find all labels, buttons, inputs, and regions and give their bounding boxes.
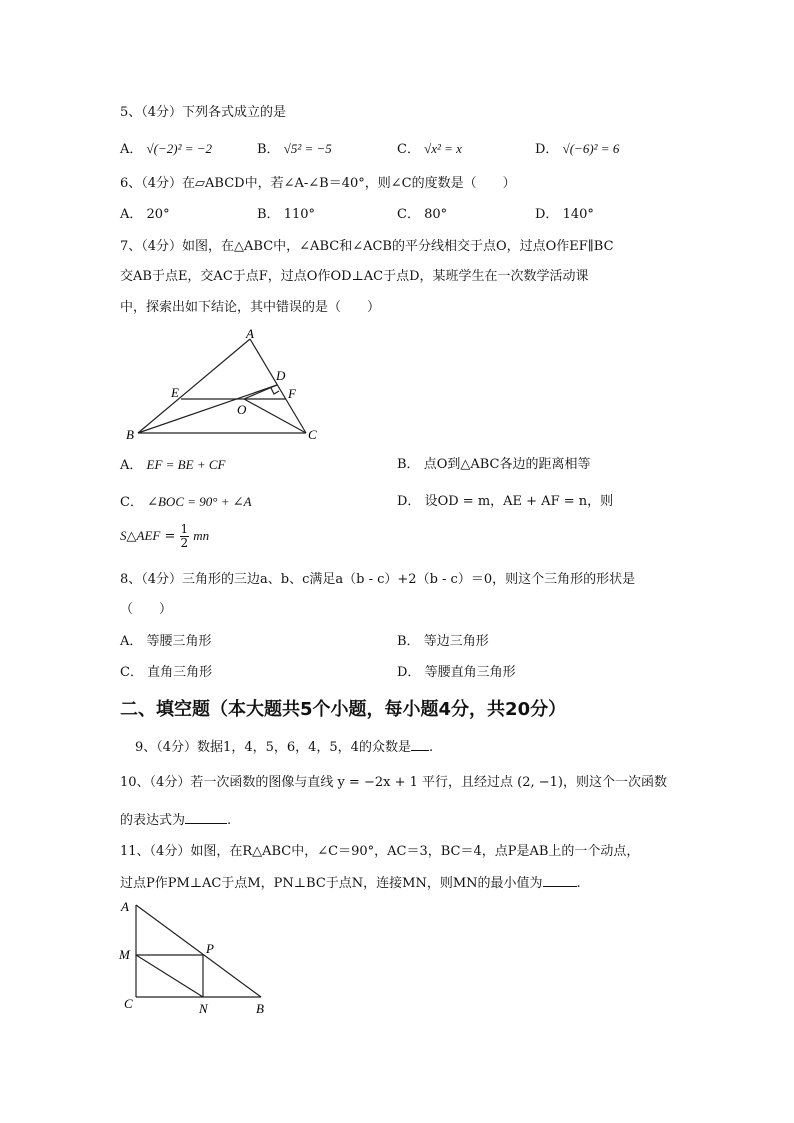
- q6-option-b: [257, 206, 315, 224]
- label-b: B: [256, 1001, 264, 1016]
- q10-text: 的表达式为: [120, 813, 186, 828]
- q7-option-c: [120, 493, 252, 512]
- option-letter: C．: [397, 142, 420, 157]
- label-c: C: [308, 427, 317, 442]
- option-letter: A．: [120, 634, 143, 649]
- formula-rhs: mn: [193, 528, 210, 543]
- option-text: 等边三角形: [423, 634, 489, 649]
- q6-option-a: [120, 206, 170, 224]
- option-letter: B．: [397, 634, 420, 649]
- option-letter: C．: [397, 207, 420, 222]
- option-text: 等腰直角三角形: [424, 665, 516, 680]
- option-expr: √x² = x: [424, 141, 462, 156]
- q8-option-d: [397, 664, 516, 682]
- q8-stem-line-1: 8、（4分）三角形的三边a、b、c满足a（b - c）+2（b - c）＝0，则这个三角形的形状是: [120, 572, 636, 587]
- option-expr: √5² = −5: [283, 141, 332, 156]
- q8-option-a: [120, 633, 212, 651]
- q7-stem-line-2: 交AB于点E，交AC于点F，过点O作OD⊥AC于点D，某班学生在一次数学活动课: [120, 269, 589, 284]
- answer-blank[interactable]: [411, 737, 429, 751]
- option-text: 直角三角形: [147, 665, 213, 680]
- option-letter: B．: [257, 207, 280, 222]
- q10-stem-line-1: 10、（4分）若一次函数的图像与直线 y = −2x + 1 平行，且经过点 (2, −1)，则这个一次函数: [120, 775, 667, 790]
- option-letter: C．: [120, 665, 143, 680]
- q10-end: .: [227, 813, 232, 828]
- q6-stem: 6、（4分）在▱ABCD中，若∠A-∠B＝40°，则∠C的度数是（ ）: [120, 176, 516, 191]
- label-c: C: [124, 996, 133, 1011]
- q9-stem: [135, 737, 433, 757]
- q11-stem-line-1: 11、（4分）如图，在R△ABC中，∠C＝90°，AC＝3，BC＝4，点P是AB上的一个动点，: [120, 844, 640, 859]
- q7-triangle-figure: [120, 325, 330, 450]
- answer-blank[interactable]: [543, 873, 577, 887]
- option-letter: A．: [120, 142, 143, 157]
- q8-stem-line-2: （ ）: [120, 602, 173, 617]
- option-letter: D．: [535, 142, 559, 157]
- q6-option-d: [535, 206, 594, 224]
- label-e: E: [171, 385, 179, 400]
- fraction-one-half: [180, 523, 190, 550]
- option-letter: A．: [120, 207, 143, 222]
- edge-ab: [138, 339, 250, 433]
- option-letter: D．: [397, 665, 421, 680]
- q11-stem-line-2: [120, 873, 581, 893]
- q7-option-d-formula: [120, 523, 209, 550]
- segment-od: [244, 385, 277, 399]
- label-a: A: [246, 326, 254, 341]
- option-letter: D．: [397, 494, 421, 509]
- q10-stem-line-2: [120, 810, 231, 830]
- option-text: 20°: [146, 207, 170, 222]
- label-b: B: [126, 427, 134, 442]
- edge-ac: [250, 339, 306, 433]
- q7-option-b: [397, 456, 591, 474]
- right-angle-mark: [271, 388, 279, 394]
- bisector-from-b: [138, 385, 277, 433]
- q7-option-d: [397, 493, 613, 511]
- label-o: O: [237, 402, 247, 417]
- q5-option-b: [257, 140, 332, 159]
- q11-right-triangle-figure: [115, 895, 275, 1020]
- option-text: 80°: [424, 207, 448, 222]
- option-letter: C．: [120, 495, 143, 510]
- option-letter: D．: [535, 207, 559, 222]
- label-p: P: [206, 941, 214, 956]
- q5-option-d: [535, 140, 619, 159]
- q11-text: 过点P作PM⊥AC于点M，PN⊥BC于点N，连接MN，则MN的最小值为: [120, 876, 543, 891]
- bisector-from-c: [244, 399, 306, 433]
- q11-end: .: [576, 876, 581, 891]
- option-text: 等腰三角形: [146, 634, 212, 649]
- option-text: 设OD = m，AE + AF = n，则: [424, 494, 614, 509]
- label-a: A: [121, 899, 129, 914]
- label-f: F: [288, 386, 296, 401]
- option-letter: B．: [397, 457, 420, 472]
- label-d: D: [276, 368, 286, 383]
- option-expr: √(−6)² = 6: [562, 141, 620, 156]
- q5-option-c: [397, 140, 462, 159]
- section-title: 二、填空题（本大题共5个小题，每小题4分，共20分）: [120, 699, 567, 720]
- area-symbol: S△AEF: [120, 528, 161, 543]
- option-letter: A．: [120, 458, 143, 473]
- q6-option-c: [397, 206, 447, 224]
- q5-option-a: [120, 140, 212, 159]
- q7-stem-line-1: 7、（4分）如图，在△ABC中，∠ABC和∠ACB的平分线相交于点O，过点O作EF∥BC: [120, 239, 614, 254]
- option-text: EF = BE + CF: [146, 457, 226, 472]
- q9-end: .: [428, 740, 434, 755]
- q9-text: 9、（4分）数据1，4，5，6，4，5，4的众数是: [135, 740, 411, 755]
- fraction-denominator: 2: [180, 536, 189, 550]
- answer-blank[interactable]: [185, 810, 227, 824]
- option-text: 110°: [283, 207, 316, 222]
- q8-option-c: [120, 664, 212, 682]
- edge-ab: [136, 905, 261, 997]
- label-m: M: [119, 947, 130, 962]
- q5-stem: 5、（4分）下列各式成立的是: [120, 105, 287, 120]
- q7-stem-line-3: 中，探索出如下结论，其中错误的是（ ）: [120, 300, 381, 315]
- equals-sign: =: [164, 529, 176, 544]
- option-expr: √(−2)² = −2: [146, 141, 213, 156]
- option-text: 点O到△ABC各边的距离相等: [423, 457, 591, 472]
- option-text: 140°: [562, 207, 594, 222]
- option-letter: B．: [257, 142, 280, 157]
- q7-option-a: [120, 456, 225, 475]
- label-n: N: [199, 1001, 208, 1016]
- fraction-numerator: 1: [180, 522, 189, 536]
- option-text: ∠BOC = 90° + ∠A: [147, 494, 252, 509]
- segment-mn: [136, 955, 203, 997]
- q8-option-b: [397, 633, 489, 651]
